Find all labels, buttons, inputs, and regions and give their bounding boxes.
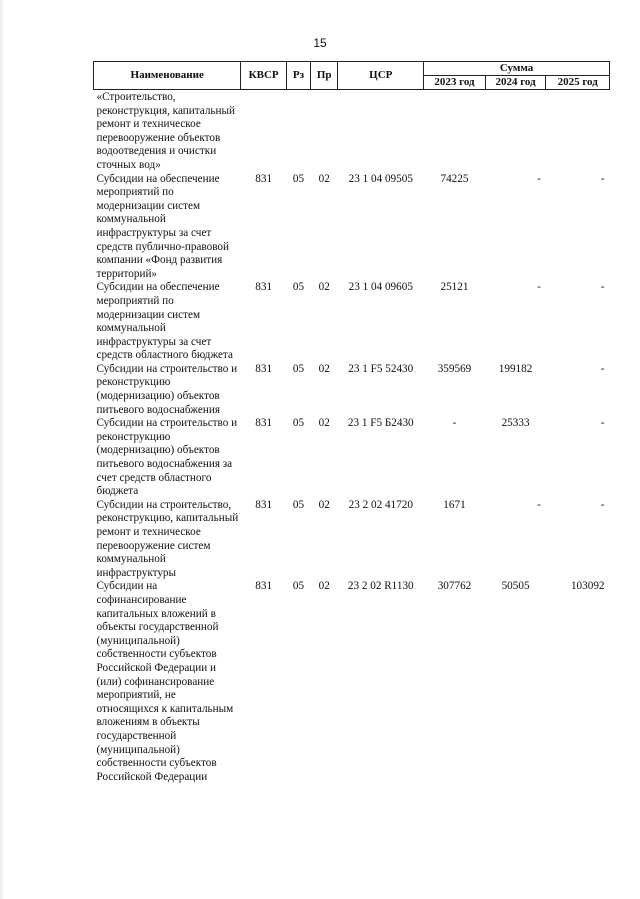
- header-sum: Сумма: [424, 62, 610, 76]
- row-2023: 74225: [440, 172, 469, 185]
- table-row: [94, 281, 610, 363]
- header-kvsr: КВСР: [241, 62, 286, 90]
- row-csr: 23 1 F5 52430: [348, 362, 414, 375]
- header-year-2025: 2025 год: [546, 76, 610, 90]
- table-row-continuation: [94, 90, 610, 173]
- row-kvsr: 831: [255, 281, 273, 294]
- row-2024: 25333: [501, 417, 530, 430]
- row-2023: 359569: [437, 362, 472, 375]
- row-name: Субсидии на строительство, реконструкцию, капитальный ремонт и техническое перевооружение систем коммунальной инфраструктуры: [96, 498, 239, 579]
- row-name: Субсидии на строительство и реконструкцию (модернизацию) объектов питьевого водоснабжения за счет средств областного бюджета: [96, 417, 238, 498]
- row-pr: 02: [318, 580, 330, 593]
- row-name: Субсидии на строительство и реконструкцию (модернизацию) объектов питьевого водоснабжения: [96, 362, 238, 416]
- row-2024: 199182: [498, 362, 533, 375]
- row-rz: 05: [292, 362, 305, 375]
- row-rz: 05: [292, 498, 305, 511]
- row-2024: -: [537, 172, 541, 185]
- row-2025: -: [600, 498, 605, 511]
- header-year-2023: 2023 год: [424, 76, 486, 90]
- row-2024: -: [537, 281, 541, 294]
- row-csr: 23 1 F5 Б2430: [347, 417, 414, 430]
- row-pr: 02: [318, 281, 330, 294]
- table-row: [94, 173, 610, 282]
- header-csr: ЦСР: [338, 62, 424, 90]
- row-kvsr: 831: [255, 362, 273, 375]
- row-2025: -: [600, 281, 605, 294]
- row-name: Субсидии на обеспечение мероприятий по модернизации систем коммунальной инфраструктуры за счет средств публично-правовой компании «Фонд развития территорий»: [96, 172, 229, 280]
- row-pr: 02: [318, 172, 330, 185]
- row-pr: 02: [318, 417, 330, 430]
- header-rz: Рз: [286, 62, 310, 90]
- budget-table: [93, 61, 610, 784]
- row-2025: -: [600, 417, 605, 430]
- scan-edge: [0, 0, 4, 899]
- row-pr: 02: [318, 362, 330, 375]
- row-csr: 23 2 02 R1130: [347, 580, 414, 593]
- row-kvsr: 831: [255, 580, 273, 593]
- table-row: [94, 580, 610, 784]
- row-name: Субсидии на софинансирование капитальных вложений в объекты государственной (муниципальной) собственности субъектов Российской Федерации и (или) софинансирование мероприятий, не относящихся к капитальным вложениям в объекты государственной (муниципальной) собственности субъектов Российской Федерации: [96, 580, 234, 783]
- row-csr: 23 1 04 09605: [348, 281, 413, 294]
- row-name: Субсидии на обеспечение мероприятий по модернизации систем коммунальной инфраструктуры за счет средств областного бюджета: [96, 281, 233, 362]
- row-csr: 23 1 04 09505: [348, 172, 413, 185]
- table-row: [94, 499, 610, 581]
- row-rz: 05: [292, 580, 305, 593]
- header-year-2024: 2024 год: [485, 76, 546, 90]
- header-name: Наименование: [94, 62, 241, 90]
- page-number: 15: [313, 36, 327, 50]
- table-row: [94, 417, 610, 499]
- row-kvsr: 831: [255, 172, 273, 185]
- row-pr: 02: [318, 498, 330, 511]
- row-2025: -: [600, 172, 605, 185]
- row-2024: -: [537, 498, 541, 511]
- header-pr: Пр: [311, 62, 338, 90]
- row-2023: 307762: [437, 580, 472, 593]
- row-2023: 1671: [443, 498, 466, 511]
- row-kvsr: 831: [255, 417, 273, 430]
- row-2025: -: [600, 362, 605, 375]
- row-name: «Строительство, реконструкция, капитальный ремонт и техническое перевооружение объектов водоотведения и очистки сточных вод»: [96, 91, 236, 171]
- row-kvsr: 831: [255, 498, 273, 511]
- row-rz: 05: [292, 172, 305, 185]
- row-2024: 50505: [501, 580, 530, 593]
- table-row: [94, 363, 610, 417]
- row-rz: 05: [292, 417, 305, 430]
- row-2023: -: [452, 417, 457, 430]
- row-csr: 23 2 02 41720: [348, 498, 413, 511]
- row-2023: 25121: [440, 281, 469, 294]
- row-rz: 05: [292, 281, 305, 294]
- row-2025: 103092: [570, 580, 605, 593]
